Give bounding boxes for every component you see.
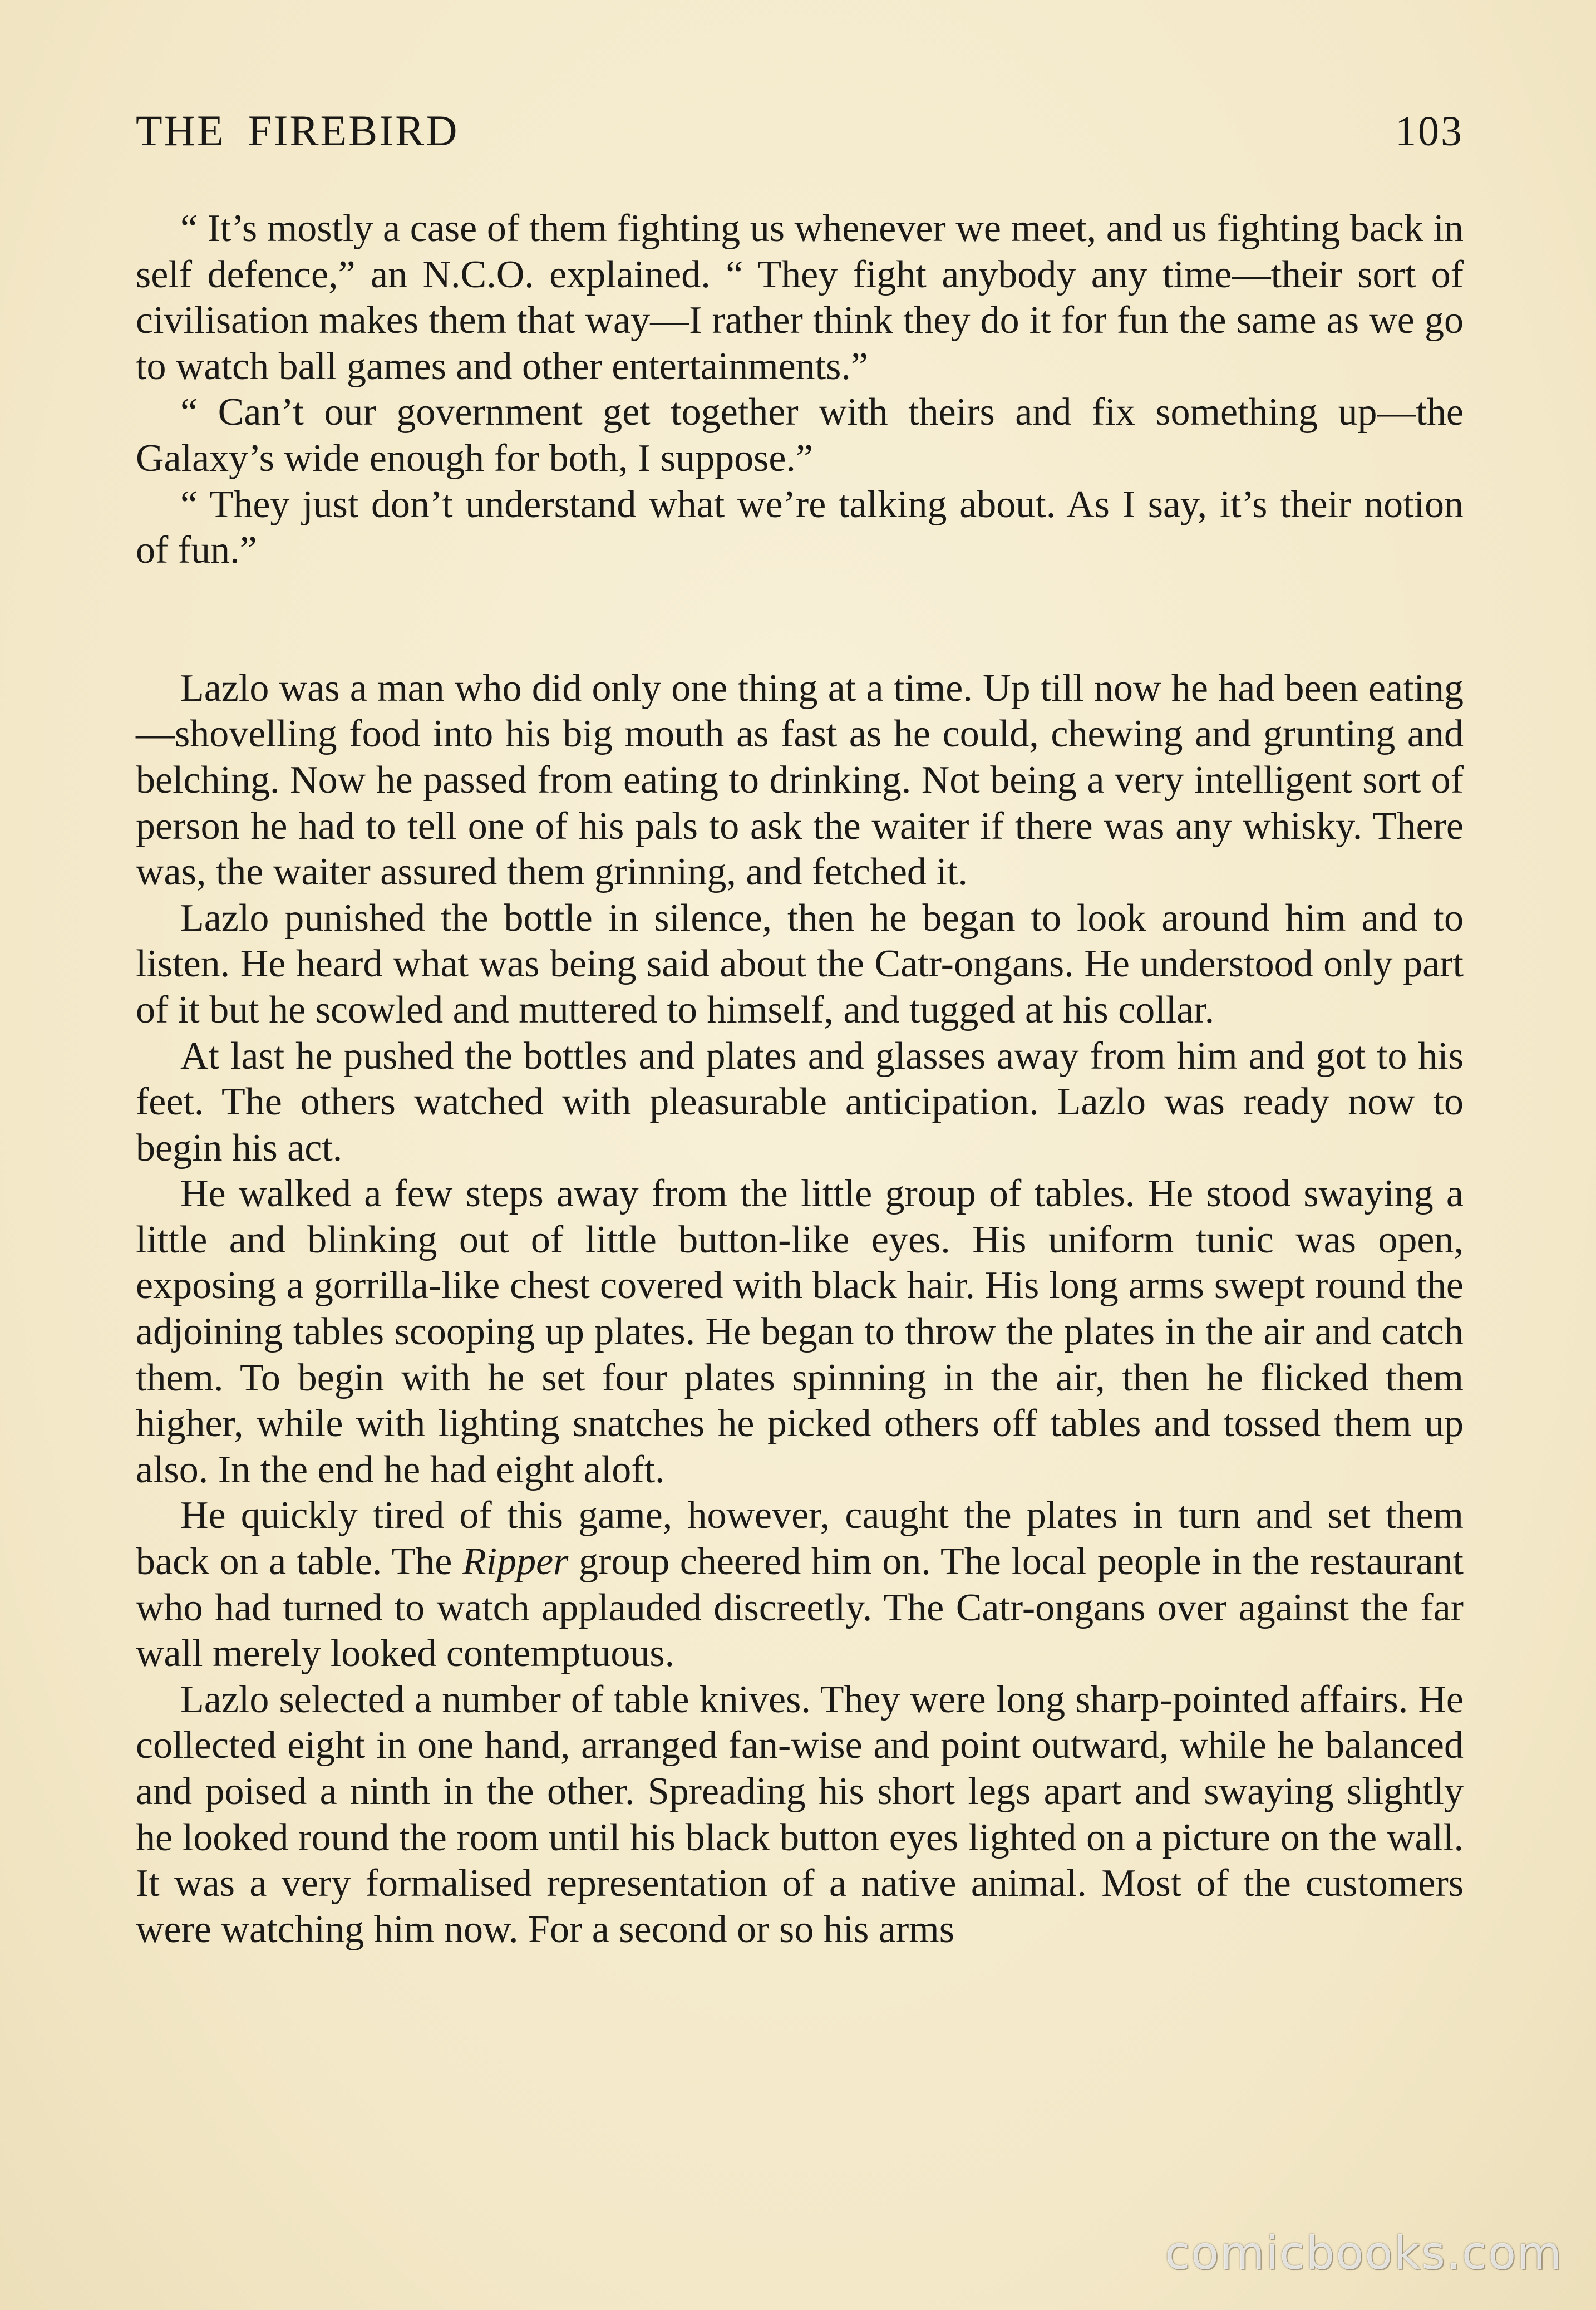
running-head [136, 106, 1464, 156]
paragraph: At last he pushed the bottles and plates and glasses away from him and got to his feet. The others watched with pleasurable anticipation. Lazlo was ready now to begin his act. [136, 1034, 1464, 1169]
section-break [136, 574, 1464, 666]
paragraph: “ It’s mostly a case of them fighting us whenever we meet, and us fighting back in self defence,” an N.C.O. explained. “ They fight anybody any time—their sort of civilisation makes them that way—I rather think they do it for fun the same as we go to watch ball games and other entertainments.” [136, 207, 1464, 388]
paragraph: Lazlo selected a number of table knives. They were long sharp-pointed affairs. He collected eight in one hand, arranged fan-wise and point outward, while he balanced and poised a ninth in the other. Spreading his short legs apart and swaying slightly he looked round the room until his black button eyes lighted on a picture on the wall. It was a very formalised representation of a native animal. Most of the customers were watching him now. For a second or so his arms [136, 1678, 1464, 1951]
paragraph: He walked a few steps away from the little group of tables. He stood swaying a little and blinking out of little button-like eyes. His uniform tunic was open, exposing a gorrilla-like chest covered with black hair. His long arms swept round the adjoining tables scooping up plates. He began to throw the plates in the air and catch them. To begin with he set four plates spinning in the air, then he flicked them higher, while with lighting snatches he picked others off tables and tossed them up also. In the end he had eight aloft. [136, 1172, 1464, 1491]
page-number: 103 [1395, 108, 1464, 155]
ship-name: Ripper [462, 1540, 569, 1584]
paragraph: “ Can’t our government get together with theirs and fix something up—the Galaxy’s wide enough for both, I suppose.” [136, 391, 1464, 480]
paragraph: Lazlo was a man who did only one thing at a time. Up till now he had been eating—shovelling food into his big mouth as fast as he could, chewing and grunting and belching. Now he passed from eating to drinking. Not being a very intelligent sort of person he had to tell one of his pals to ask the waiter if there was any whisky. There was, the waiter assured them grinning, and fetched it. [136, 666, 1464, 894]
paragraph: “ They just don’t understand what we’re talking about. As I say, it’s their notion of fun.” [136, 483, 1464, 572]
paragraph-text: He quickly tired of this game, however, caught the plates in turn and set them back on a table. The [136, 1494, 1464, 1584]
paragraph-text: group cheered him on. The local people in the restaurant who had turned to watch applauded discreetly. The Catr-ongans over against the far wall merely looked contemptuous. [136, 1540, 1464, 1675]
book-page [136, 106, 1464, 1953]
paragraph [136, 1493, 1464, 1677]
body-text [136, 206, 1464, 1953]
watermark-logo: comicbooks.com [1165, 2227, 1563, 2280]
paragraph: Lazlo punished the bottle in silence, then he began to look around him and to listen. He heard what was being said about the Catr-ongans. He understood only part of it but he scowled and muttered to himself, and tugged at his collar. [136, 896, 1464, 1031]
book-title: THE FIREBIRD [136, 106, 459, 155]
